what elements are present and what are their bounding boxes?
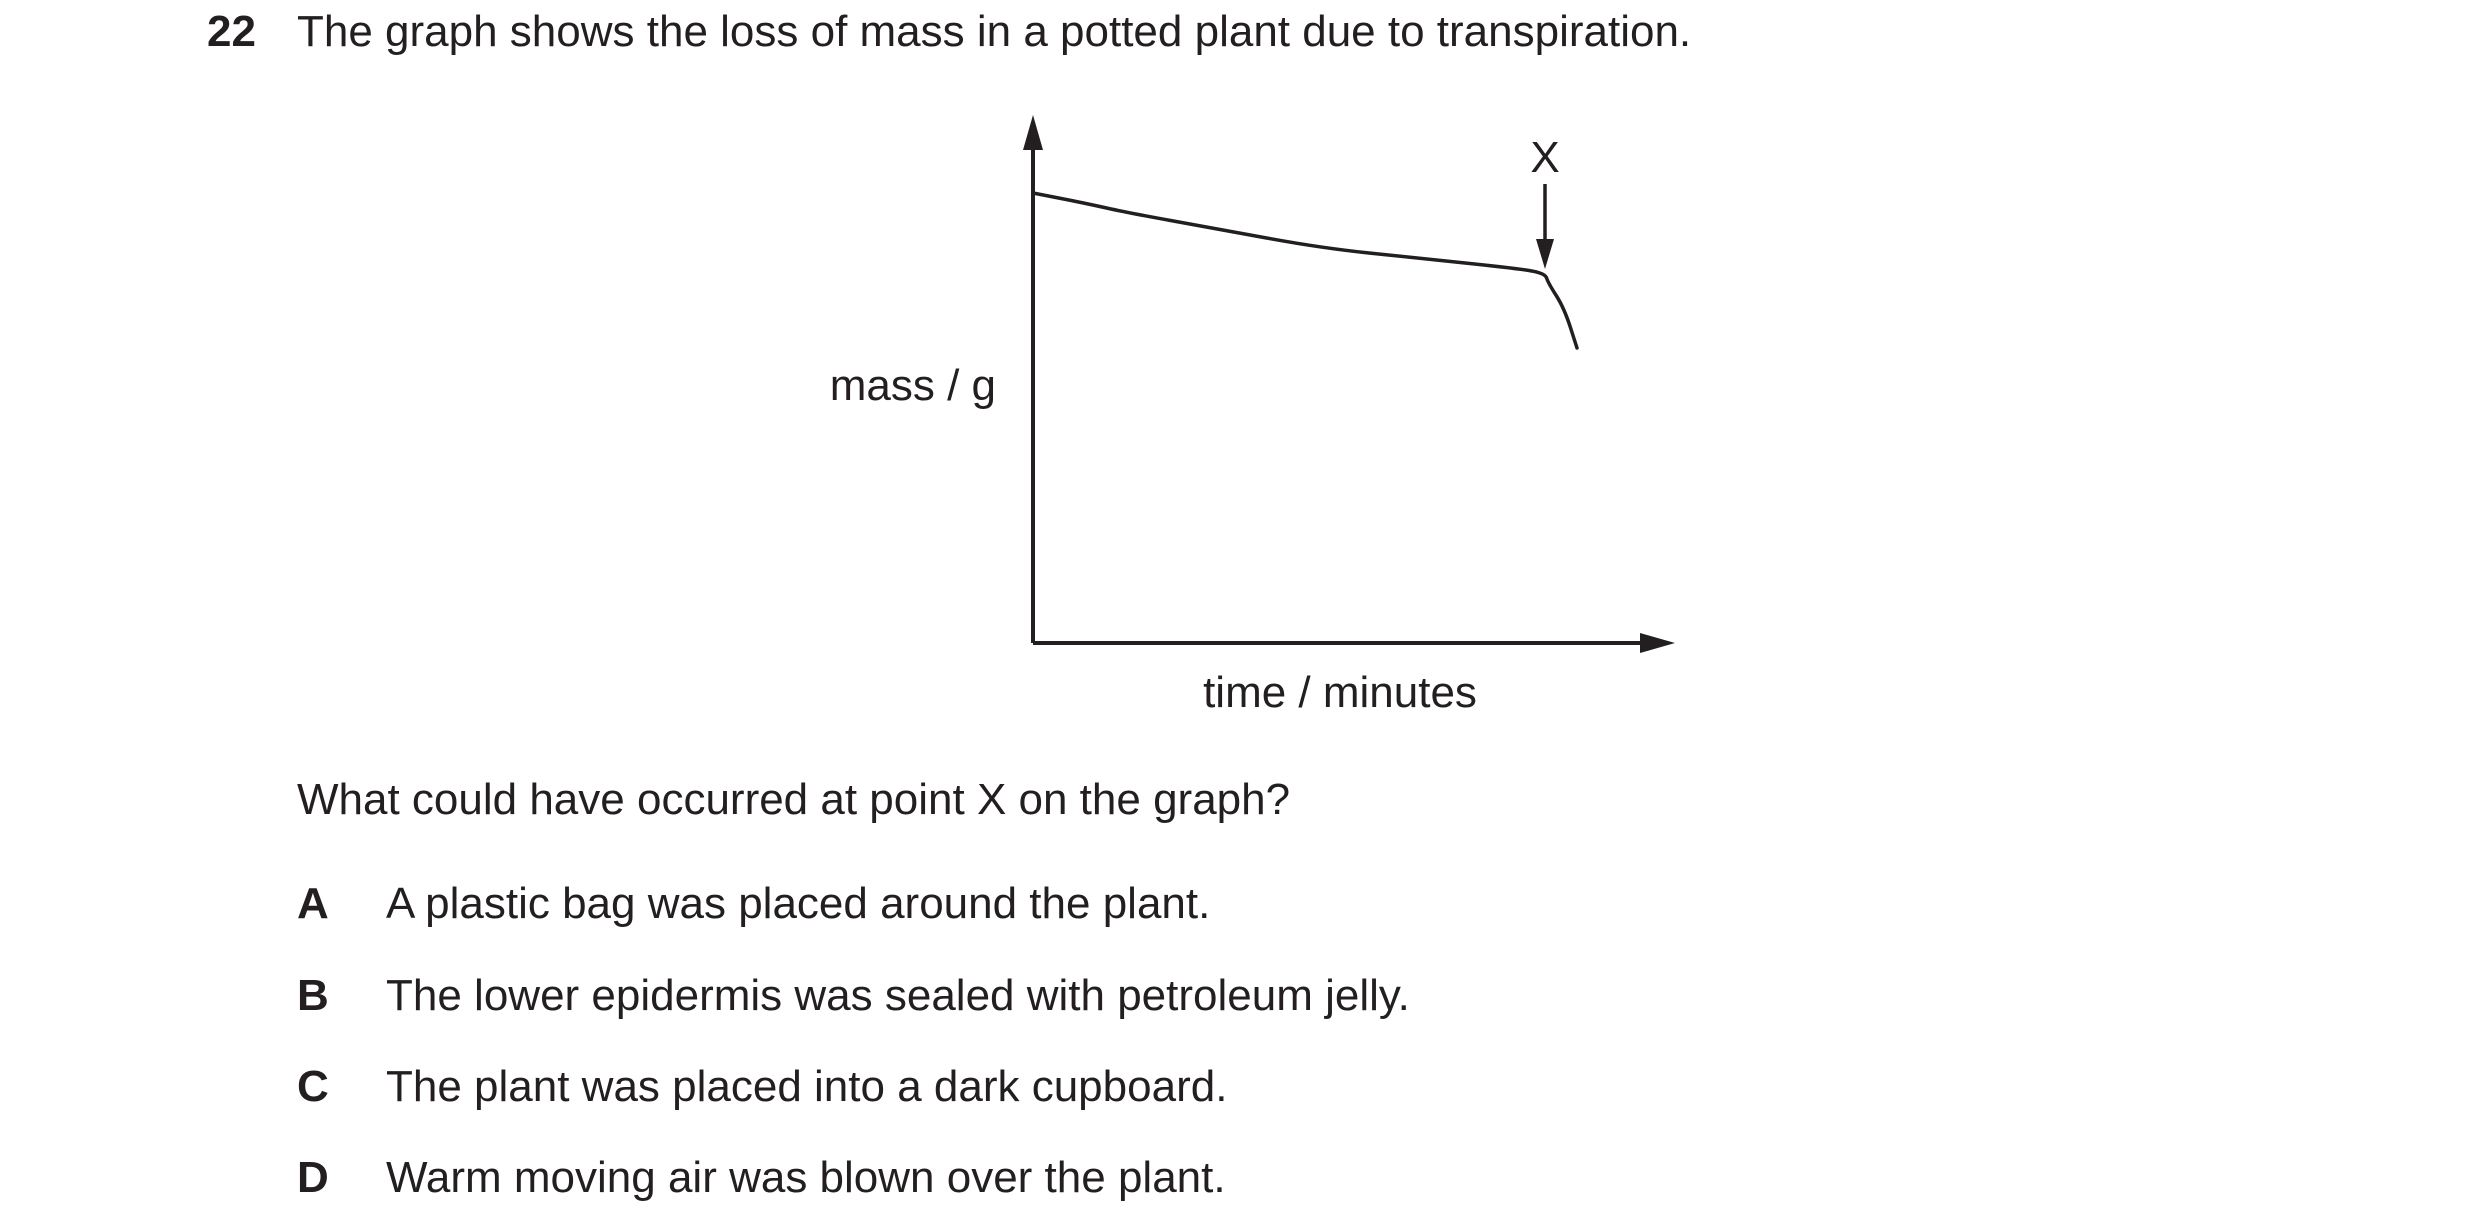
option-a-text: A plastic bag was placed around the plant. bbox=[386, 879, 1211, 928]
question-prompt: What could have occurred at point X on the graph? bbox=[297, 775, 1291, 824]
x-axis-arrowhead bbox=[1640, 633, 1675, 653]
point-x-arrowhead bbox=[1536, 239, 1554, 269]
y-axis-arrowhead bbox=[1023, 115, 1043, 150]
graph-curve-layer bbox=[1033, 193, 1577, 348]
x-axis-label: time / minutes bbox=[1203, 668, 1477, 717]
y-axis-label: mass / g bbox=[829, 361, 996, 410]
option-c-text: The plant was placed into a dark cupboard. bbox=[386, 1062, 1228, 1111]
option-d-letter: D bbox=[297, 1153, 329, 1202]
option-a-letter: A bbox=[297, 879, 329, 928]
graph-axes bbox=[1023, 115, 1675, 653]
question-number: 22 bbox=[207, 7, 256, 56]
option-d-text: Warm moving air was blown over the plant. bbox=[386, 1153, 1226, 1202]
option-b-text: The lower epidermis was sealed with petroleum jelly. bbox=[386, 971, 1410, 1020]
point-x-label: X bbox=[1530, 133, 1560, 182]
question-stem: The graph shows the loss of mass in a potted plant due to transpiration. bbox=[297, 7, 1692, 56]
option-b-letter: B bbox=[297, 971, 329, 1020]
option-c-letter: C bbox=[297, 1062, 329, 1111]
mass-curve-line-1 bbox=[1033, 193, 1577, 348]
point-x-annotation bbox=[1530, 133, 1559, 269]
